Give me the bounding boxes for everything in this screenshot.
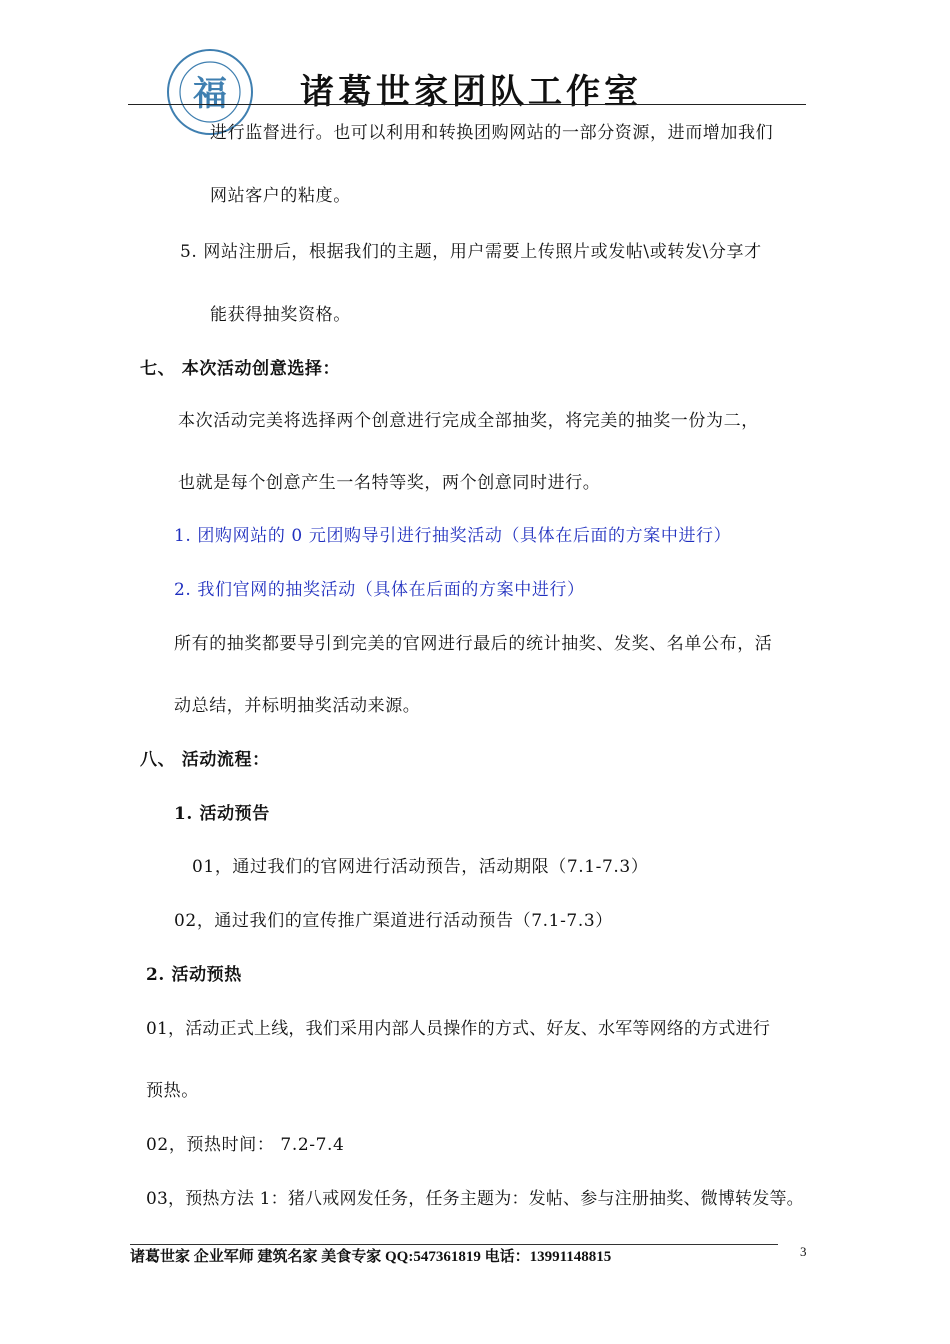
page-number: 3: [800, 1244, 807, 1259]
header-title: 诸葛世家团队工作室: [300, 72, 642, 112]
paragraph-line: 预热。: [146, 1081, 199, 1101]
section-heading-7: 七、 本次活动创意选择：: [140, 359, 341, 379]
list-item-5: 5. 网站注册后，根据我们的主题，用户需要上传照片或发帖\或转发\分享才: [180, 242, 762, 262]
paragraph-line: 网站客户的粘度。: [210, 186, 351, 206]
paragraph-line: 02，预热时间： 7.2-7.4: [146, 1135, 345, 1155]
paragraph-line: 01，通过我们的官网进行活动预告，活动期限（7.1-7.3）: [192, 857, 649, 877]
paragraph-line: 也就是每个创意产生一名特等奖，两个创意同时进行。: [178, 473, 601, 493]
paragraph-line: 02，通过我们的宣传推广渠道进行活动预告（7.1-7.3）: [174, 911, 613, 931]
paragraph-line: 03，预热方法 1：猪八戒网发任务，任务主题为：发帖、参与注册抽奖、微博转发等。: [146, 1189, 804, 1209]
blue-list-item: 2. 我们官网的抽奖活动（具体在后面的方案中进行）: [174, 580, 585, 600]
paragraph-line: 01，活动正式上线，我们采用内部人员操作的方式、好友、水军等网络的方式进行: [146, 1019, 771, 1039]
paragraph-line: 所有的抽奖都要导引到完美的官网进行最后的统计抽奖、发奖、名单公布，活: [174, 634, 773, 654]
blue-list-item: 1. 团购网站的 0 元团购导引进行抽奖活动（具体在后面的方案中进行）: [174, 526, 732, 546]
list-item-5-continued: 能获得抽奖资格。: [210, 305, 351, 325]
paragraph-line: 动总结，并标明抽奖活动来源。: [174, 696, 421, 716]
sub-heading-2: 2. 活动预热: [146, 965, 242, 985]
section-heading-8: 八、 活动流程：: [140, 750, 270, 770]
sub-heading-1: 1. 活动预告: [174, 804, 270, 824]
logo-character: 福: [193, 74, 227, 114]
header-divider: [128, 104, 806, 105]
paragraph-line: 本次活动完美将选择两个创意进行完成全部抽奖，将完美的抽奖一份为二，: [178, 411, 759, 431]
footer-text: 诸葛世家 企业军师 建筑名家 美食专家 QQ:547361819 电话：13991148815: [130, 1249, 612, 1265]
paragraph-line: 进行监督进行。也可以利用和转换团购网站的一部分资源，进而增加我们: [210, 123, 774, 143]
